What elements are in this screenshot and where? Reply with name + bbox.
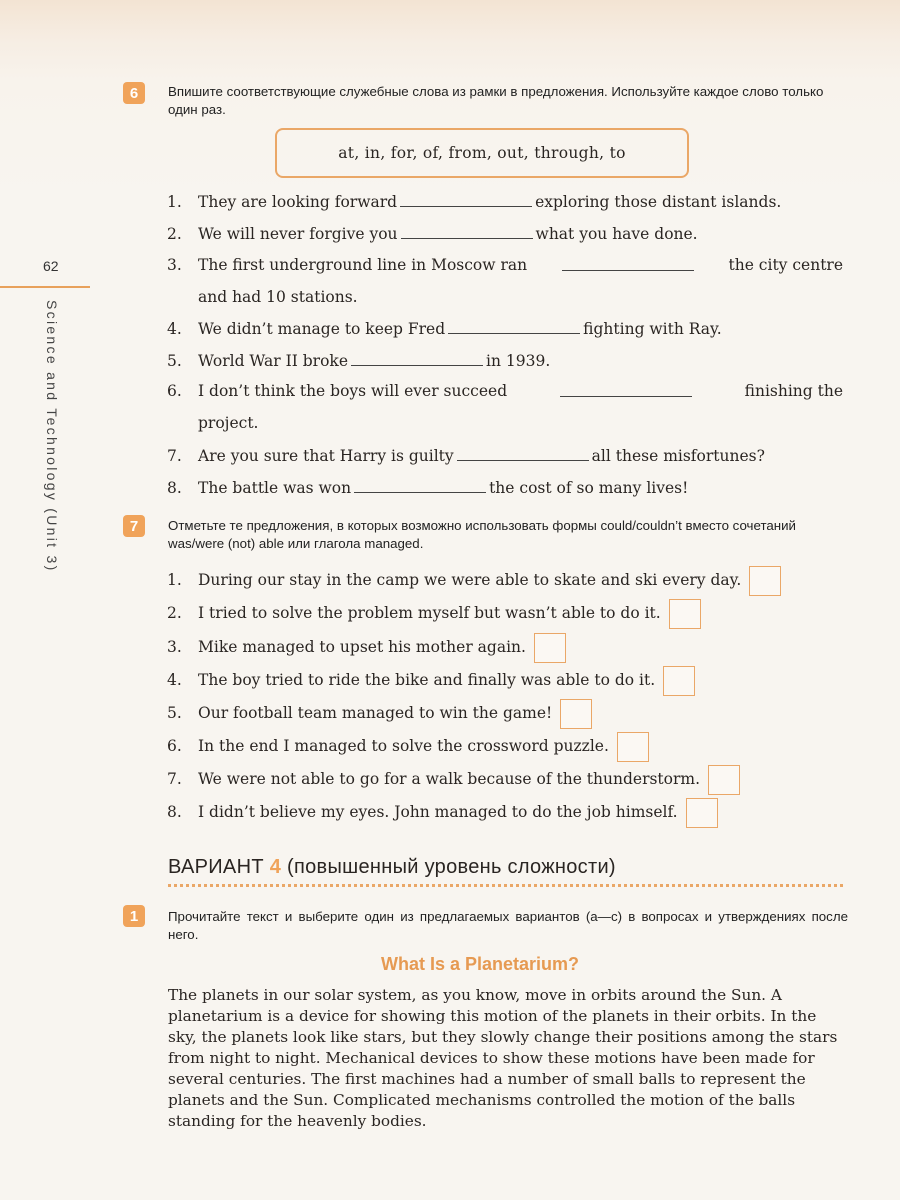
answer-checkbox[interactable] <box>663 666 695 696</box>
item-text: The boy tried to ride the bike and finally was able to do it. <box>198 671 656 689</box>
item-text-before: The first underground line in Moscow ran <box>198 256 528 274</box>
item-number: 3. <box>167 638 182 656</box>
text-title: What Is a Planetarium? <box>380 954 580 974</box>
item-text-after: the cost of so many lives! <box>489 479 689 497</box>
item-number: 4. <box>167 671 182 689</box>
exercise-7-item <box>167 566 847 596</box>
answer-checkbox[interactable] <box>669 599 701 629</box>
item-text: I tried to solve the problem myself but wasn’t able to do it. <box>198 604 661 622</box>
item-number: 8. <box>167 803 182 821</box>
exercise-7-item <box>167 765 847 795</box>
page-number: 62 <box>43 258 59 274</box>
exercise-7-badge: 7 <box>123 515 145 537</box>
item-text: I didn’t believe my eyes. John managed to do the job himself. <box>198 803 678 821</box>
item-number: 3. <box>167 256 182 274</box>
item-number: 2. <box>167 604 182 622</box>
answer-blank[interactable] <box>457 446 589 461</box>
variant-label: ВАРИАНТ <box>168 856 264 878</box>
item-number: 1. <box>167 193 182 211</box>
item-text-before: I don’t think the boys will ever succeed <box>198 382 508 400</box>
item-text: Mike managed to upset his mother again. <box>198 638 526 656</box>
item-number: 2. <box>167 225 182 243</box>
answer-checkbox[interactable] <box>617 732 649 762</box>
item-text-before: They are looking forward <box>198 193 398 211</box>
item-text: We were not able to go for a walk because of the thunderstorm. <box>198 770 701 788</box>
answer-blank[interactable] <box>400 192 532 207</box>
variant-number: 4 <box>269 856 282 878</box>
exercise-7-instruction: Отметьте те предложения, в которых возможно использовать формы could/couldn’t вместо сочетаний was/were (not) able или глагола managed. <box>168 518 796 551</box>
variant-subtitle: (повышенный уровень сложности) <box>287 856 616 878</box>
reading-text: The planets in our solar system, as you know, move in orbits around the Sun. A planetarium is a device for showing this motion of the planets in their orbits. In the sky, the planets look like stars, but they slowly change their positions among the stars from night to night. Mechanical devices to show these motions have been made for several centuries. The first machines had a number of small balls to represent the planets and the Sun. Complicated mechanisms controlled the motion of the balls standing for the heavenly bodies. <box>168 986 838 1130</box>
item-text: During our stay in the camp we were able to skate and ski every day. <box>198 571 742 589</box>
item-text-after: finishing the <box>744 382 844 400</box>
exercise-6-instruction: Впишите соответствующие служебные слова из рамки в предложения. Используйте каждое слово только один раз. <box>168 84 824 117</box>
item-number: 1. <box>167 571 182 589</box>
side-rule <box>0 286 90 288</box>
answer-blank[interactable] <box>560 382 692 397</box>
exercise-7-item <box>167 699 847 729</box>
exercise-6-item-continuation: project. <box>198 414 259 432</box>
exercise-6-item <box>167 478 847 497</box>
answer-blank[interactable] <box>401 224 533 239</box>
answer-blank[interactable] <box>448 319 580 334</box>
item-text-after: fighting with Ray. <box>583 320 722 338</box>
word-box: at, in, for, of, from, out, through, to <box>275 128 689 178</box>
item-text-before: World War II broke <box>198 352 348 370</box>
item-number: 8. <box>167 479 182 497</box>
exercise-6-item <box>167 446 847 465</box>
item-text: Our football team managed to win the game! <box>198 704 553 722</box>
item-number: 7. <box>167 447 182 465</box>
exercise-6-item <box>167 192 847 211</box>
exercise-1-instruction: Прочитайте текст и выберите один из предлагаемых вариантов (а—с) в вопросах и утверждениях после него. <box>168 909 848 942</box>
exercise-6-item <box>167 351 847 370</box>
item-text: In the end I managed to solve the crossword puzzle. <box>198 737 609 755</box>
dotted-divider <box>168 884 843 887</box>
answer-checkbox[interactable] <box>708 765 740 795</box>
answer-checkbox[interactable] <box>534 633 566 663</box>
exercise-1-badge: 1 <box>123 905 145 927</box>
exercise-7-item <box>167 798 847 828</box>
item-number: 6. <box>167 737 182 755</box>
item-number: 5. <box>167 704 182 722</box>
exercise-7-item <box>167 732 847 762</box>
exercise-6-item <box>167 224 847 243</box>
answer-checkbox[interactable] <box>560 699 592 729</box>
item-number: 5. <box>167 352 182 370</box>
item-text-before: We didn’t manage to keep Fred <box>198 320 446 338</box>
item-number: 6. <box>167 382 182 400</box>
exercise-7-item <box>167 666 847 696</box>
answer-blank[interactable] <box>354 478 486 493</box>
item-text-before: We will never forgive you <box>198 225 398 243</box>
item-text-after: what you have done. <box>535 225 698 243</box>
exercise-6-badge: 6 <box>123 82 145 104</box>
exercise-6-item <box>167 382 843 400</box>
answer-blank[interactable] <box>351 351 483 366</box>
item-text-before: The battle was won <box>198 479 352 497</box>
answer-checkbox[interactable] <box>749 566 781 596</box>
exercise-6-item-continuation: and had 10 stations. <box>198 288 358 306</box>
exercise-6-item <box>167 256 843 274</box>
answer-blank[interactable] <box>562 256 694 271</box>
item-text-after: the city centre <box>728 256 844 274</box>
item-text-after: all these misfortunes? <box>591 447 765 465</box>
item-number: 7. <box>167 770 182 788</box>
variant-heading <box>168 856 616 879</box>
item-number: 4. <box>167 320 182 338</box>
item-text-after: exploring those distant islands. <box>535 193 782 211</box>
item-text-before: Are you sure that Harry is guilty <box>198 447 454 465</box>
exercise-7-item <box>167 599 847 629</box>
side-label: Science and Technology (Unit 3) <box>44 300 60 573</box>
answer-checkbox[interactable] <box>686 798 718 828</box>
exercise-6-item <box>167 319 847 338</box>
item-text-after: in 1939. <box>486 352 551 370</box>
exercise-7-item <box>167 633 847 663</box>
